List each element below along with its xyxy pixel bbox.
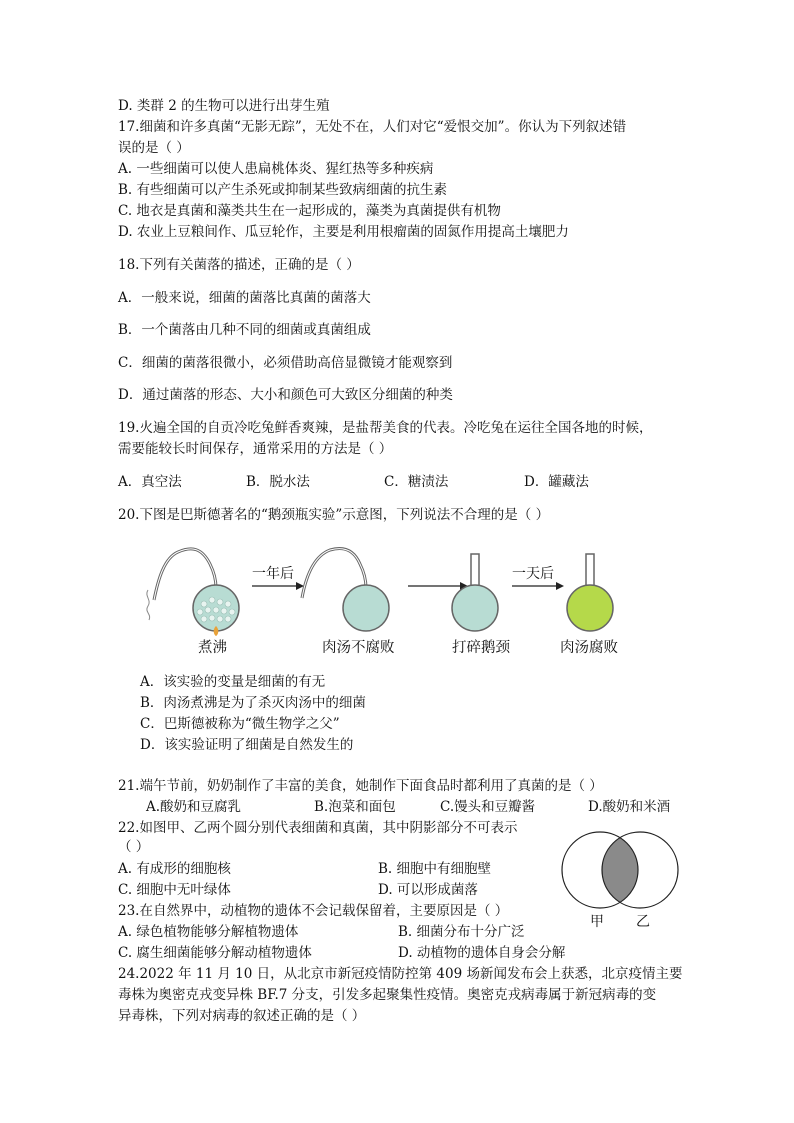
q20-option-b: B．肉汤煮沸是为了杀灭肉汤中的细菌: [140, 695, 366, 711]
q23-stem: 23.在自然界中，动植物的遗体不会记载保留着，主要原因是（ ）: [118, 903, 509, 919]
q16-option-d: D. 类群 2 的生物可以进行出芽生殖: [118, 98, 330, 114]
q18-stem: 18.下列有关菌落的描述，正确的是（ ）: [118, 257, 360, 273]
q19-option-b: B．脱水法: [246, 474, 310, 490]
flask-4-body: [567, 585, 613, 631]
q24-stem-line-2: 毒株为奥密克戎变异株 BF.7 分支，引发多起聚集性疫情。奥密克戎病毒属于新冠病毒的变: [118, 987, 657, 1003]
q18-option-d: D．通过菌落的形态、大小和颜色可大致区分细菌的种类: [118, 387, 453, 403]
figure-caption-not-spoiled: 肉汤不腐败: [322, 640, 395, 656]
q17-stem-line-1: 17.细菌和许多真菌“无影无踪”，无处不在，人们对它“爱恨交加”。你认为下列叙述错: [118, 119, 627, 135]
q22-stem-line-1: 22.如图甲、乙两个圆分别代表细菌和真菌，其中阴影部分不可表示: [118, 820, 518, 836]
figure-caption-boiling: 煮沸: [198, 640, 227, 656]
q19-options-row: [0, 473, 794, 491]
q23-option-d: D. 动植物的遗体自身会分解: [398, 945, 566, 961]
venn-diagram: [556, 830, 682, 930]
q21-option-c: C.馒头和豆瓣酱: [440, 799, 536, 815]
venn-label-right: 乙: [636, 914, 650, 930]
q19-stem-line-2: 需要能较长时间保存，通常采用的方法是（ ）: [118, 441, 393, 457]
q21-options-row: [0, 798, 794, 816]
flask-3-body: [452, 585, 498, 631]
q21-option-a: A.酸奶和豆腐乳: [146, 799, 242, 815]
arrow-3-label: 一天后: [512, 566, 554, 582]
q22-option-d: D. 可以形成菌落: [378, 882, 478, 898]
q17-option-a: A. 一些细菌可以使人患扁桃体炎、猩红热等多种疾病: [118, 161, 434, 177]
flask-broken-neck: [452, 554, 498, 631]
q22-option-b: B. 细胞中有细胞壁: [378, 861, 492, 877]
q20-option-a: A．该实验的变量是细菌的有无: [140, 674, 326, 690]
steam: [147, 590, 150, 620]
q23-option-b: B. 细菌分布十分广泛: [398, 924, 525, 940]
venn-label-left: 甲: [590, 914, 604, 930]
q23-option-a: A. 绿色植物能够分解植物遗体: [118, 924, 299, 940]
q19-option-d: D．罐藏法: [524, 474, 589, 490]
q22-stem-line-2: （ ）: [118, 839, 150, 855]
q22-option-c: C. 细胞中无叶绿体: [118, 882, 231, 898]
swan-neck-flask-diagram: [140, 540, 640, 636]
q23-option-c: C. 腐生细菌能够分解动植物遗体: [118, 945, 312, 961]
q17-option-b: B. 有些细菌可以产生杀死或抑制某些致病细菌的抗生素: [118, 182, 448, 198]
q19-option-a: A．真空法: [118, 474, 182, 490]
flask-2-body: [343, 585, 389, 631]
q24-stem-line-1: 24.2022 年 11 月 10 日，从北京市新冠疫情防控第 409 场新闻发布会上获悉，北京疫情主要: [118, 966, 683, 982]
q24-stem-line-3: 异毒株，下列对病毒的叙述正确的是（ ）: [118, 1008, 366, 1024]
figure-caption-broken-neck: 打碎鹅颈: [452, 640, 510, 656]
q17-option-d: D. 农业上豆粮间作、瓜豆轮作，主要是利用根瘤菌的固氮作用提高土壤肥力: [118, 224, 569, 240]
flask-4-neck: [586, 554, 594, 586]
q21-option-b: B.泡菜和面包: [314, 799, 396, 815]
figure-caption-spoiled: 肉汤腐败: [560, 640, 618, 656]
q19-stem-line-1: 19.火遍全国的自贡冷吃兔鲜香爽辣，是盐帮美食的代表。冷吃兔在运往全国各地的时候，: [118, 420, 653, 436]
q20-stem: 20.下图是巴斯德著名的“鹅颈瓶实验”示意图，下列说法不合理的是（ ）: [118, 507, 550, 523]
arrow-1-label: 一年后: [252, 566, 294, 582]
q20-option-c: C．巴斯德被称为“微生物学之父”: [140, 716, 340, 732]
q18-option-c: C．细菌的菌落很微小，必须借助高倍显微镜才能观察到: [118, 355, 453, 371]
q21-stem: 21.端午节前，奶奶制作了丰富的美食，她制作下面食品时都利用了真菌的是（ ）: [118, 778, 603, 794]
flask-3-neck: [471, 554, 479, 586]
q17-stem-line-2: 误的是（ ）: [118, 140, 190, 156]
q18-option-b: B．一个菌落由几种不同的细菌或真菌组成: [118, 322, 371, 338]
flask-not-spoiled: [302, 549, 389, 631]
q20-option-d: D．该实验证明了细菌是自然发生的: [140, 737, 354, 753]
flask-spoiled: [567, 554, 613, 631]
q18-option-a: A．一般来说，细菌的菌落比真菌的菌落大: [118, 290, 371, 306]
q19-option-c: C．糖渍法: [384, 474, 449, 490]
arrow-3-head: [556, 582, 564, 590]
q21-option-d: D.酸奶和米酒: [588, 799, 671, 815]
q22-option-a: A. 有成形的细胞核: [118, 861, 231, 877]
flask-boiling: [147, 549, 239, 636]
q17-option-c: C. 地衣是真菌和藻类共生在一起形成的，藻类为真菌提供有机物: [118, 203, 501, 219]
